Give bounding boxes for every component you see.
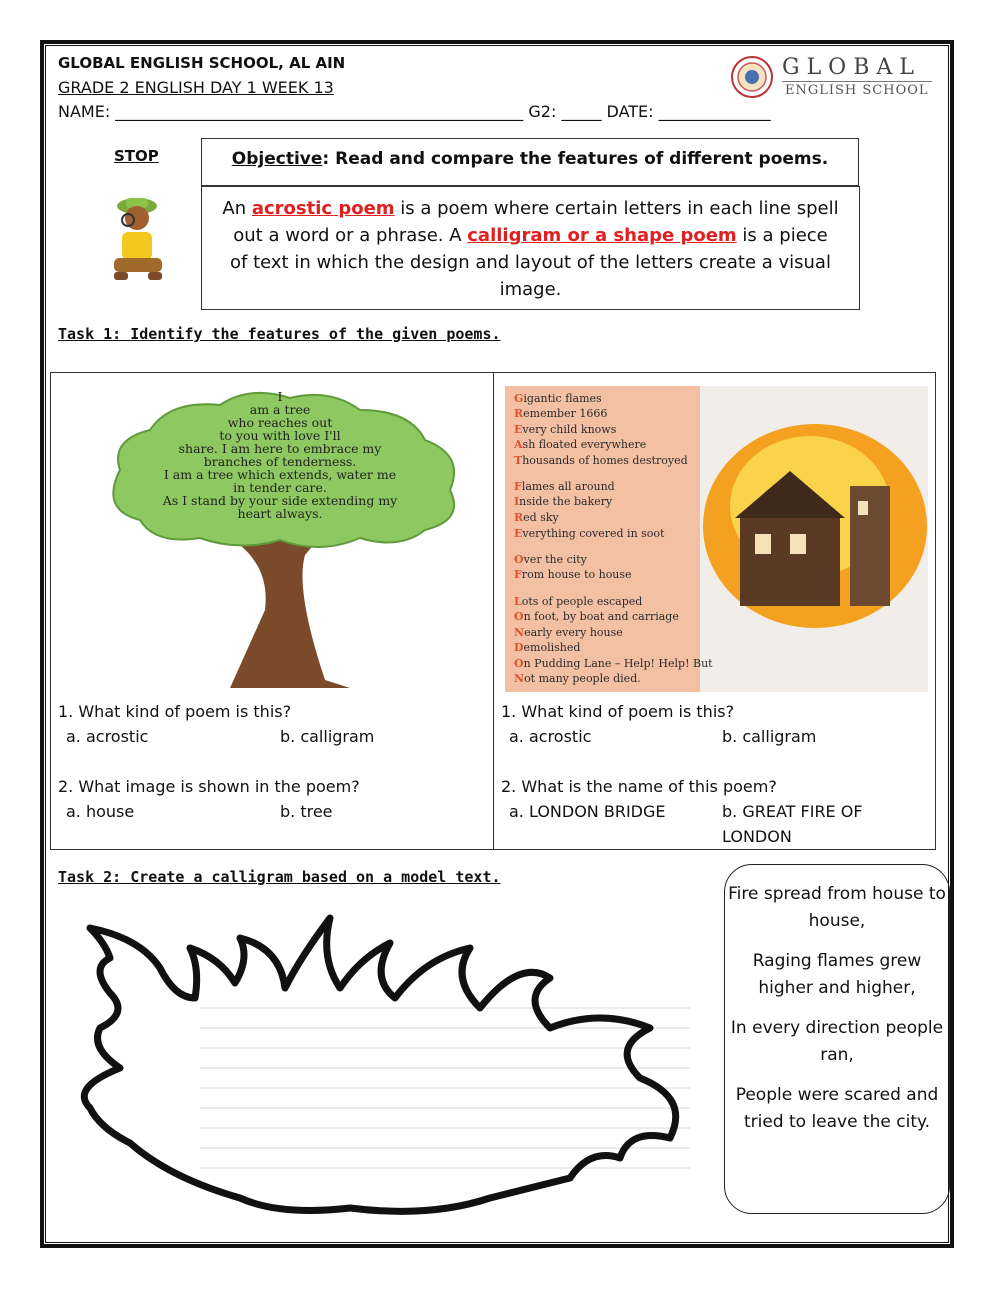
model-stanza-3: In every direction people ran, — [730, 1018, 944, 1065]
stop-label: STOP — [114, 147, 159, 165]
right-question-1: 1. What kind of poem is this? — [501, 702, 735, 721]
task2-title: Task 2: Create a calligram based on a model text. — [58, 868, 501, 886]
name-row: NAME: ___________________________________________________ G2: _____ DATE: ______________ — [58, 102, 771, 121]
task1-title: Task 1: Identify the features of the given poems. — [58, 325, 501, 343]
definition-text-2: is a poem where certain letters in each line spell out a word or a phrase. A — [233, 198, 839, 246]
model-text-box — [724, 864, 950, 1214]
model-stanza-2: Raging flames grew higher and higher, — [752, 951, 922, 998]
definition-text-3: is a piece of text in which the design and layout of the letters create a visual image. — [230, 225, 831, 300]
logo-subtitle: ENGLISH SCHOOL — [785, 83, 929, 98]
logo-title: GLOBAL — [782, 55, 921, 80]
left-option-2a[interactable]: a. house — [66, 802, 135, 821]
boy-detective-icon — [104, 192, 174, 288]
left-question-2: 2. What image is shown in the poem? — [58, 777, 360, 796]
school-name: GLOBAL ENGLISH SCHOOL, AL AIN — [58, 54, 346, 72]
left-option-1b[interactable]: b. calligram — [280, 727, 375, 746]
right-question-2: 2. What is the name of this poem? — [501, 777, 777, 796]
definition-box — [201, 186, 860, 310]
definition-text-1: An — [222, 198, 252, 219]
left-option-2b[interactable]: b. tree — [280, 802, 333, 821]
objective-label: Objective — [231, 149, 323, 169]
fire-house-image — [700, 386, 928, 692]
right-option-1a[interactable]: a. acrostic — [509, 727, 592, 746]
tree-poem-text: I am a tree who reaches out to you with love I'll share. I am here to embrace my branches of tenderness. I am a tree which extends, water me in tender care. As I stand by your side extending my heart always. — [162, 389, 398, 521]
objective-text: : Read and compare the features of different poems. — [322, 149, 829, 169]
model-stanza-1: Fire spread from house to house, — [728, 884, 946, 931]
objective-box — [201, 138, 859, 186]
flame-outline-drawing-area[interactable] — [50, 898, 730, 1228]
term-calligram: calligram or a shape poem — [467, 225, 737, 246]
logo-emblem-icon — [730, 55, 774, 99]
grade-line: GRADE 2 ENGLISH DAY 1 WEEK 13 — [58, 78, 334, 97]
right-option-2b[interactable]: b. GREAT FIRE OF — [722, 802, 863, 821]
term-acrostic: acrostic poem — [251, 198, 395, 219]
right-option-1b[interactable]: b. calligram — [722, 727, 817, 746]
right-option-2b-cont: LONDON — [722, 827, 792, 846]
left-option-1a[interactable]: a. acrostic — [66, 727, 149, 746]
model-stanza-4: People were scared and tried to leave the city. — [735, 1085, 939, 1132]
right-option-2a[interactable]: a. LONDON BRIDGE — [509, 802, 666, 821]
left-question-1: 1. What kind of poem is this? — [58, 702, 292, 721]
school-logo — [730, 55, 935, 101]
